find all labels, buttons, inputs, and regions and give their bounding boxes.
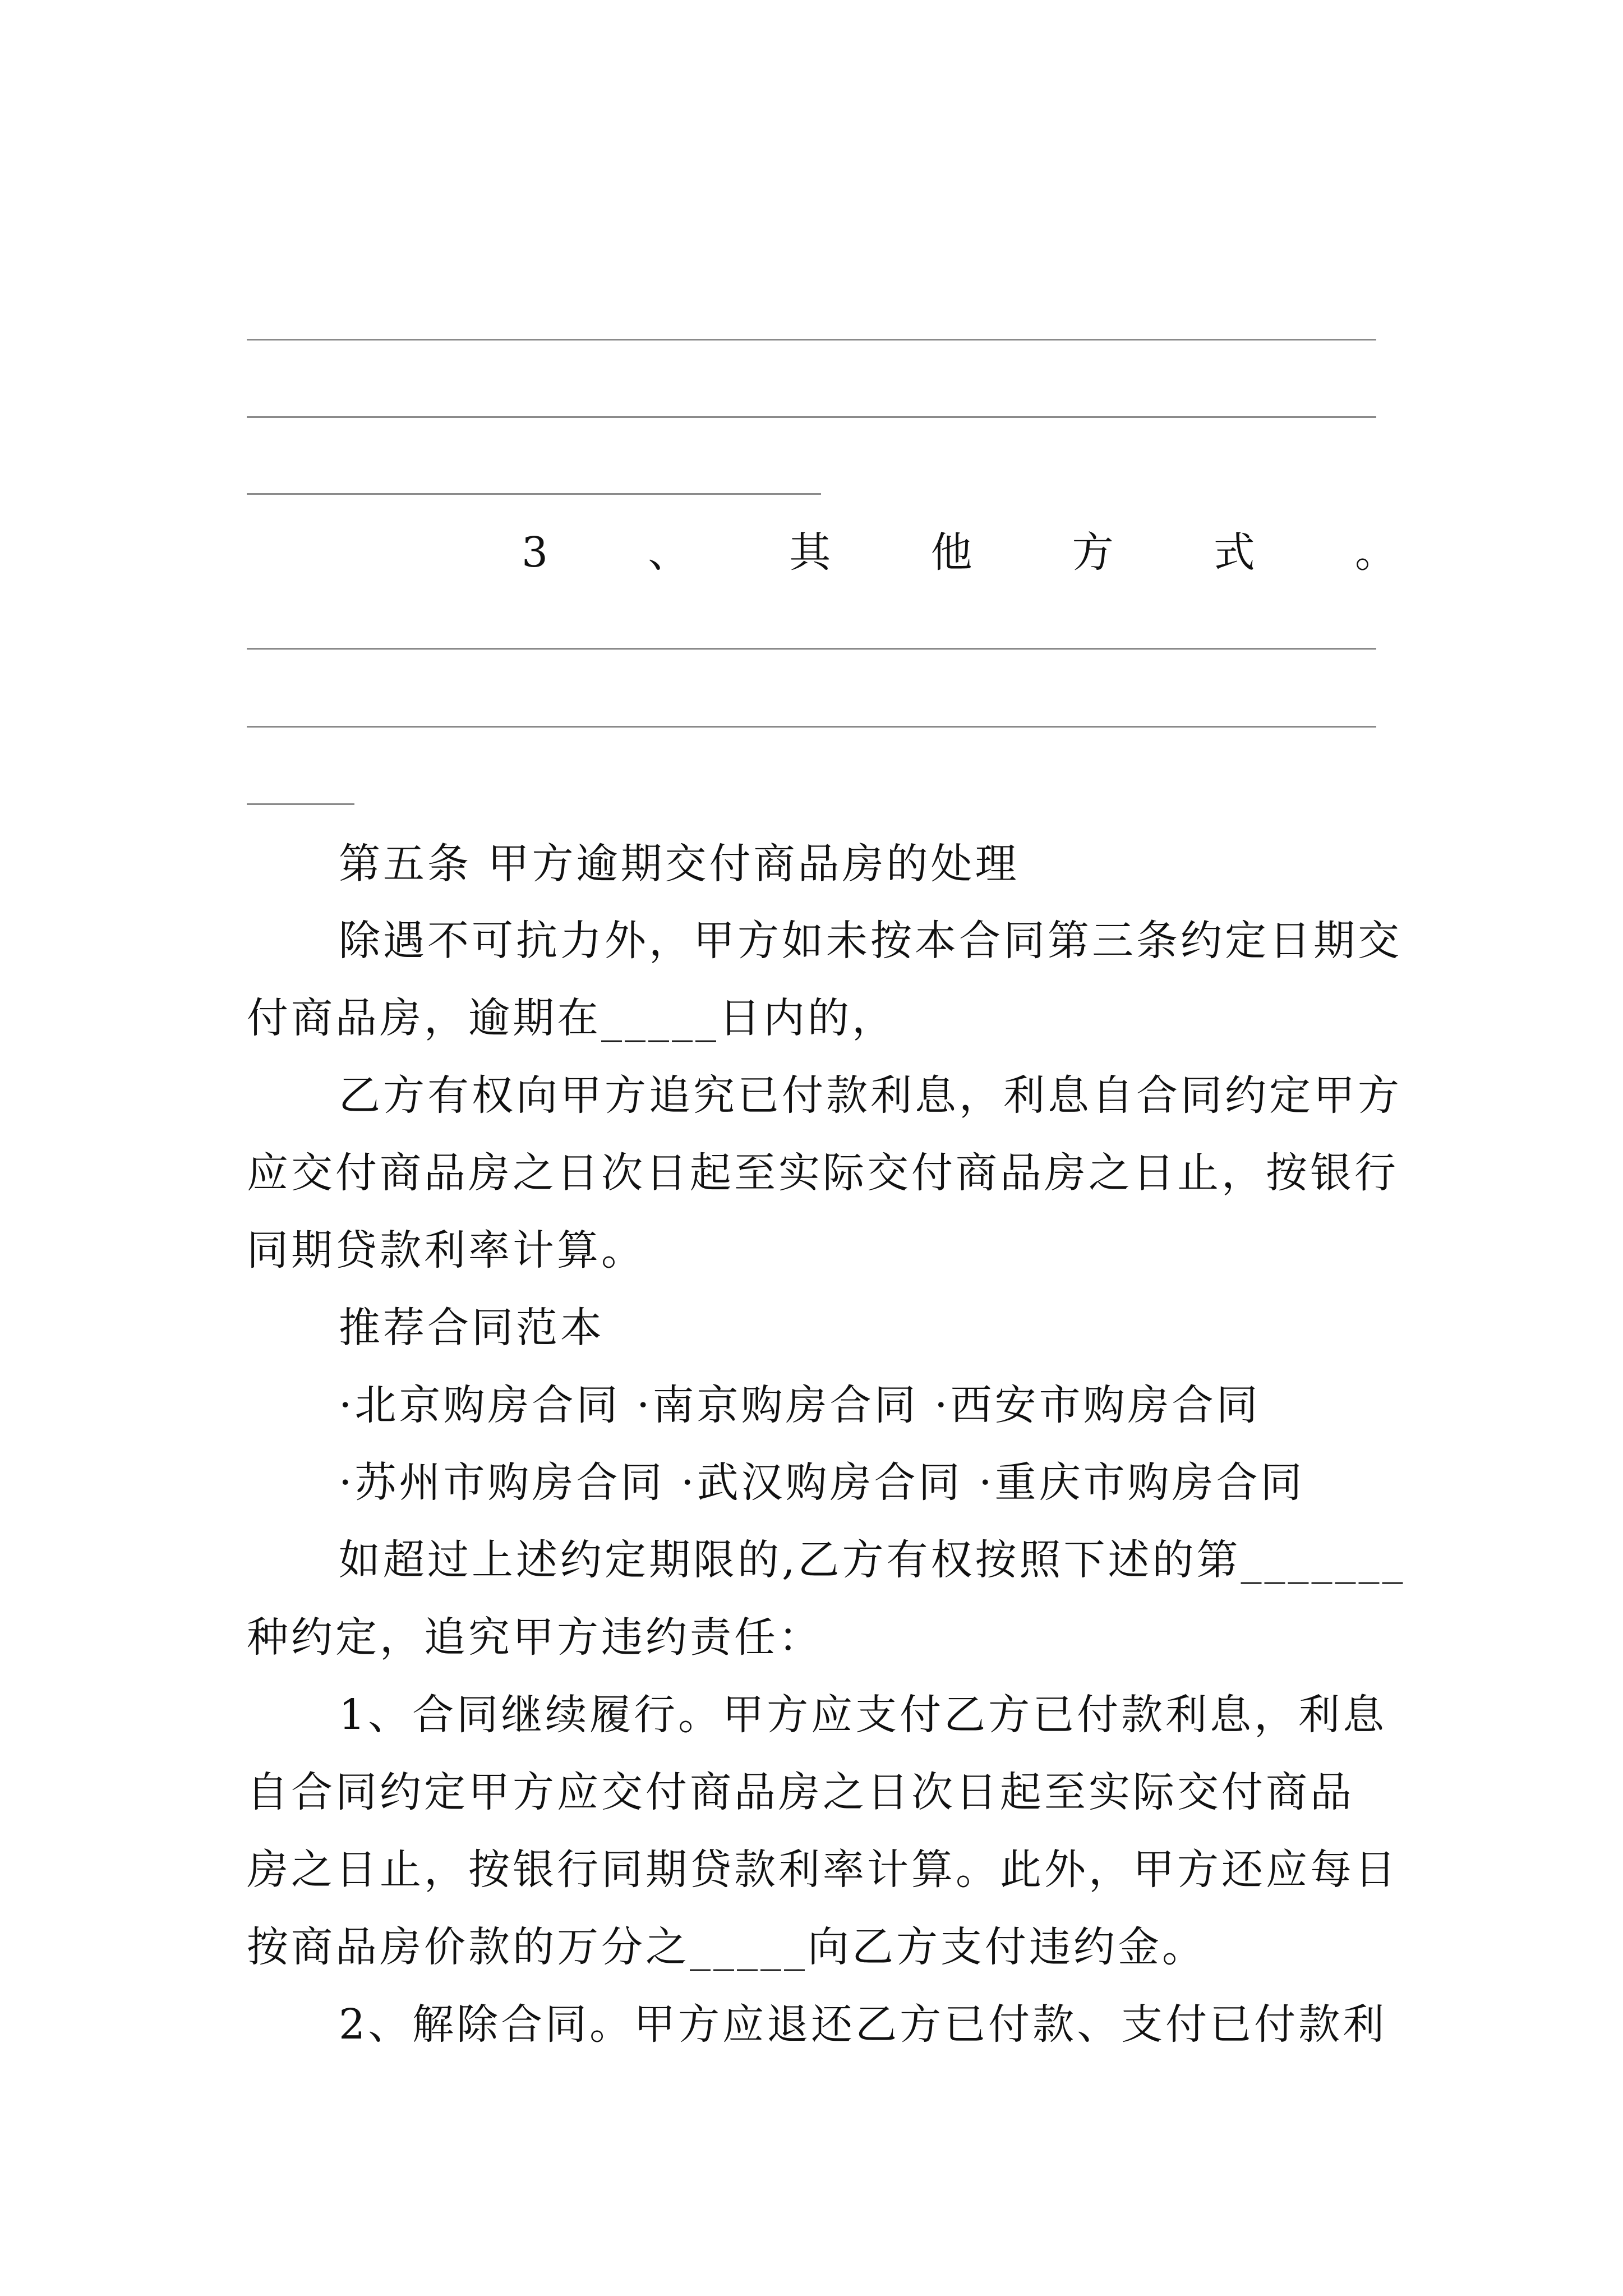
recommended-templates-row: ·苏州市购房合同 ·武汉购房合同 ·重庆市购房合同 <box>339 1458 1305 1507</box>
paragraph-line: 付商品房，逾期在_____日内的， <box>247 994 896 1042</box>
paragraph-line: 除遇不可抗力外，甲方如未按本合同第三条约定日期交 <box>339 917 1402 965</box>
paragraph-line: 房之日止，按银行同期贷款利率计算。此外，甲方还应每日 <box>247 1846 1399 1894</box>
blank-underline <box>247 339 1376 341</box>
paragraph-line: 自合同约定甲方应交付商品房之日次日起至实际交付商品 <box>247 1768 1354 1816</box>
spread-char: 3 <box>522 528 548 577</box>
other-methods-line <box>522 524 1396 581</box>
paragraph-line: 同期贷款利率计算。 <box>247 1226 645 1274</box>
spread-char: 、 <box>648 528 690 577</box>
paragraph-line: 按商品房价款的万分之_____向乙方支付违约金。 <box>247 1923 1206 1971</box>
blank-underline <box>247 493 821 495</box>
article-heading: 第五条 甲方逾期交付商品房的处理 <box>339 840 1020 888</box>
paragraph-line: 1、合同继续履行。甲方应支付乙方已付款利息，利息 <box>339 1691 1387 1739</box>
spread-char: 其 <box>789 528 831 577</box>
blank-underline <box>247 726 1376 728</box>
spread-char: 。 <box>1354 528 1396 577</box>
blank-underline <box>247 416 1376 418</box>
spread-char: 他 <box>930 528 972 577</box>
paragraph-line: 种约定，追究甲方违约责任： <box>247 1613 823 1662</box>
blank-underline <box>247 803 354 805</box>
spread-char: 方 <box>1072 528 1114 577</box>
recommended-templates-heading: 推荐合同范本 <box>339 1304 605 1352</box>
blank-underline <box>247 648 1376 650</box>
paragraph-line: 乙方有权向甲方追究已付款利息，利息自合同约定甲方 <box>339 1071 1402 1120</box>
spread-char: 式 <box>1213 528 1255 577</box>
paragraph-line: 应交付商品房之日次日起至实际交付商品房之日止，按银行 <box>247 1149 1399 1197</box>
paragraph-line: 2、解除合同。甲方应退还乙方已付款、支付已付款利 <box>339 2000 1387 2049</box>
paragraph-line: 如超过上述约定期限的,乙方有权按照下述的第_______ <box>339 1536 1406 1584</box>
recommended-templates-row: ·北京购房合同 ·南京购房合同 ·西安市购房合同 <box>339 1381 1261 1429</box>
